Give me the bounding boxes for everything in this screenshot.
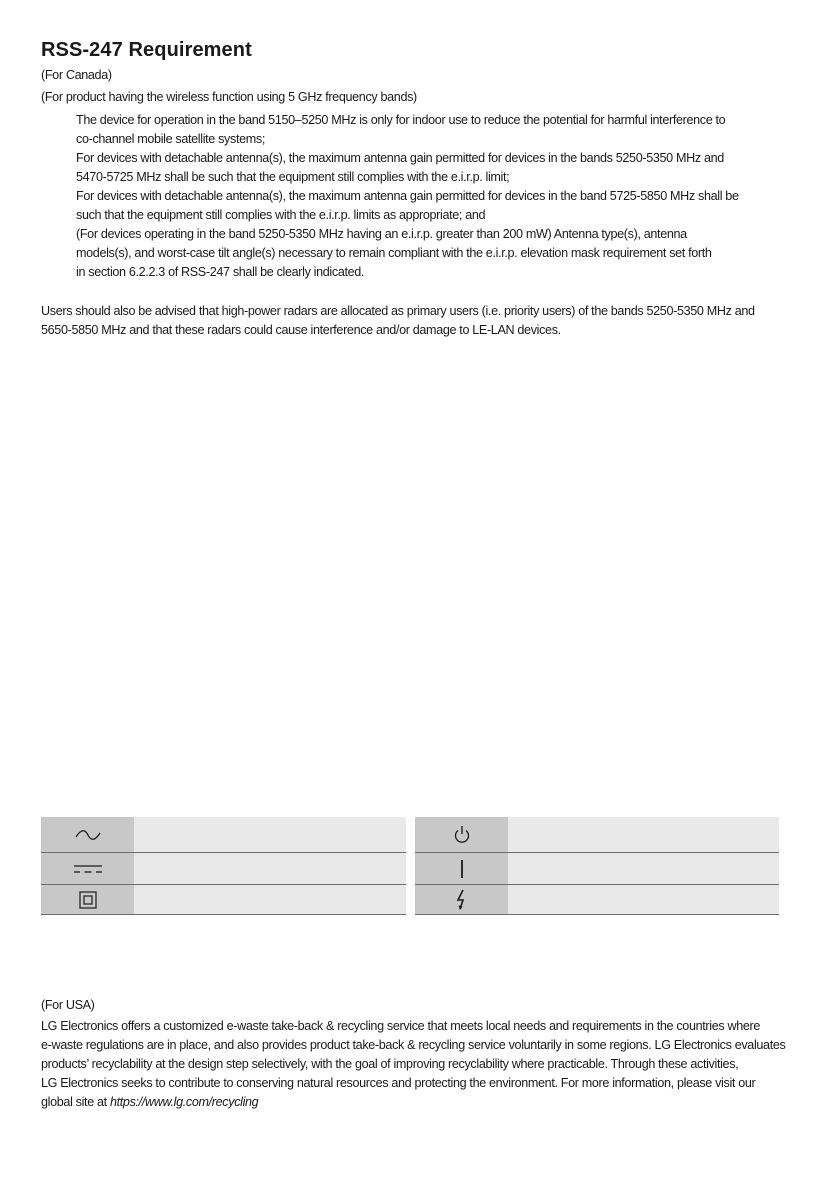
- canada-note: (For Canada): [41, 68, 112, 82]
- list-item-line: For devices with detachable antenna(s), the maximum antenna gain permitted for devices in the bands 5250-5350 MHz and: [76, 151, 724, 165]
- class-ii-equipment-icon: [41, 885, 134, 915]
- symbol-description: [134, 853, 406, 885]
- list-item-line: 5470-5725 MHz shall be such that the equipment still complies with the e.i.r.p. limit;: [76, 170, 510, 184]
- list-item-line: For devices with detachable antenna(s), the maximum antenna gain permitted for devices in the band 5725-5850 MHz shall be: [76, 189, 739, 203]
- recycling-line: products’ recyclability at the design step selectively, with the goal of improving recyclability where practicable. Through these activities,: [41, 1057, 739, 1071]
- recycling-line: e-waste regulations are in place, and also provides product take-back & recycling service voluntarily in some regions. LG Electronics evaluates: [41, 1038, 786, 1052]
- power-on-icon: [415, 853, 508, 885]
- usa-heading: (For USA): [41, 998, 95, 1012]
- symbol-table-right: [415, 817, 779, 915]
- recycling-line: [41, 1093, 785, 1112]
- recycling-paragraph: [41, 1017, 785, 1112]
- recycling-line: LG Electronics seeks to contribute to conserving natural resources and protecting the environment. For more information, please visit our: [41, 1076, 756, 1090]
- list-item: [76, 111, 726, 149]
- list-item: [76, 225, 716, 282]
- alternating-current-icon: [41, 817, 134, 853]
- list-item-line: The device for operation in the band 5150–5250 MHz is only for indoor use to reduce the potential for harmful interference to: [76, 113, 726, 127]
- symbol-description: [134, 817, 406, 853]
- list-item-line: co-channel mobile satellite systems;: [76, 132, 265, 146]
- list-item-line: models(s), and worst-case tilt angle(s) necessary to remain compliant with the e.i.r.p. elevation mask requirement set forth: [76, 246, 712, 260]
- standby-power-icon: [415, 817, 508, 853]
- radar-notice: [41, 302, 755, 340]
- product-note: (For product having the wireless function using 5 GHz frequency bands): [41, 90, 417, 104]
- list-item: [76, 149, 724, 187]
- symbol-description: [508, 885, 779, 915]
- symbol-description: [508, 817, 779, 853]
- hazardous-voltage-icon: [415, 885, 508, 915]
- symbol-description: [508, 853, 779, 885]
- symbol-table-left: [41, 817, 406, 915]
- list-item-line: in section 6.2.2.3 of RSS-247 shall be clearly indicated.: [76, 265, 365, 279]
- list-item-line: such that the equipment still complies with the e.i.r.p. limits as appropriate; and: [76, 208, 486, 222]
- radar-notice-line: 5650-5850 MHz and that these radars could cause interference and/or damage to LE-LAN devices.: [41, 323, 561, 337]
- rss-requirement-list: [76, 111, 739, 282]
- recycling-line-prefix: global site at: [41, 1095, 110, 1109]
- symbol-description: [134, 885, 406, 915]
- list-item: [76, 187, 739, 225]
- radar-notice-line: Users should also be advised that high-power radars are allocated as primary users (i.e. priority users) of the bands 5250-5350 MHz and: [41, 304, 755, 318]
- recycling-link[interactable]: https://www.lg.com/recycling: [109, 1095, 259, 1109]
- page-title: RSS-247 Requirement: [41, 39, 252, 61]
- list-item-line: (For devices operating in the band 5250-5350 MHz having an e.i.r.p. greater than 200 mW) Antenna type(s), antenna: [76, 227, 687, 241]
- direct-current-icon: [41, 853, 134, 885]
- recycling-line: LG Electronics offers a customized e-waste take-back & recycling service that meets local needs and requirements in the countries where: [41, 1019, 761, 1033]
